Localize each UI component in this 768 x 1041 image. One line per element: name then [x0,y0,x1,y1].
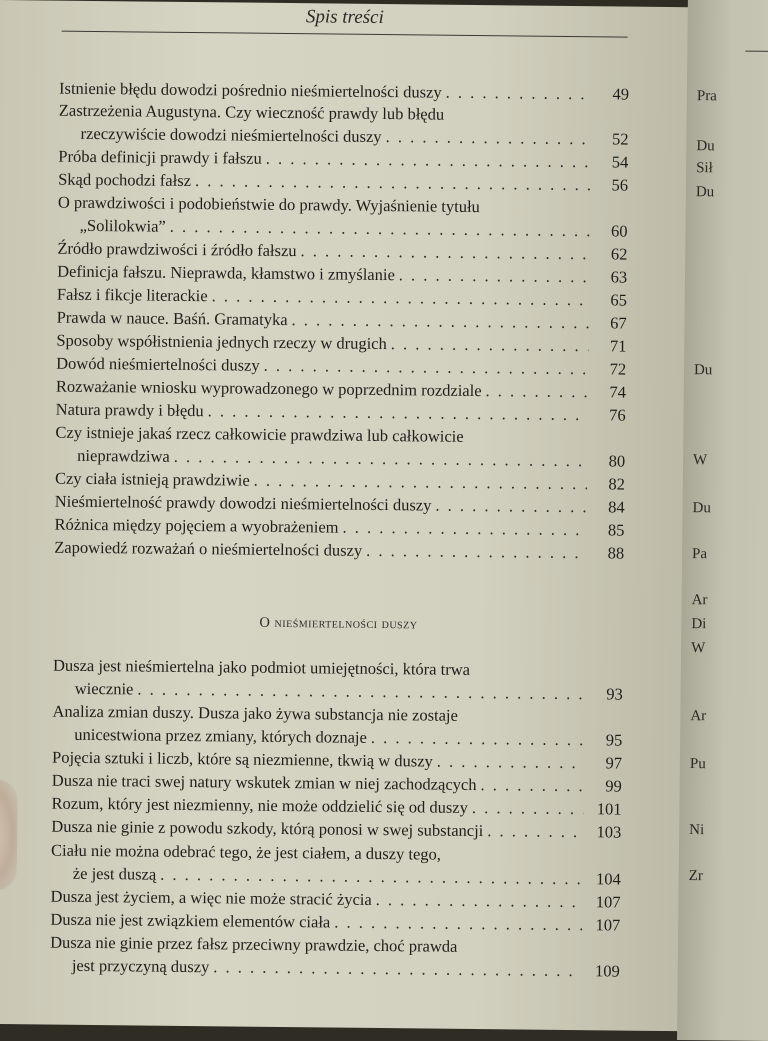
toc-page-number: 54 [611,152,629,172]
dot-leader [376,888,583,913]
right-page-fragment: Du [693,362,713,379]
right-page-fragment: Pa [692,546,708,563]
dot-leader [472,796,584,820]
toc-page-number: 107 [595,915,621,935]
right-page-fragment: Ar [690,708,707,725]
toc-page-number: 109 [595,961,620,981]
toc-page-number: 76 [609,405,626,425]
right-header-rule [745,51,768,53]
toc-entry-title: Prawda w nauce. Baśń. Gramatyka [56,307,288,330]
toc-entry [52,700,622,752]
toc-entry [54,536,624,565]
section-heading: O nieśmiertelności duszy [259,614,418,633]
toc-page-number: 103 [596,822,622,842]
toc-page-number: 71 [609,336,627,356]
dot-leader [446,81,592,106]
toc-entry-title: Dusza jest życiem, a więc nie może stracić życia [50,886,372,909]
right-page-fragment: Ni [689,822,705,839]
toc-page-number: 56 [611,175,629,195]
toc-entry-title: Definicja fałszu. Nieprawda, kłamstwo i zmyślanie [57,261,395,285]
toc-entry-title: „Solilokwia” [79,215,166,236]
dot-leader [391,332,589,357]
right-page-fragment: W [692,452,708,469]
right-page-fragment: Pra [696,88,717,105]
toc-entry [53,654,623,706]
dot-leader [342,516,586,542]
toc-page-number: 93 [606,684,623,704]
toc-entry-title: Czy ciała istnieją prawdziwie [54,468,250,490]
toc-page-number: 52 [611,129,629,149]
dot-leader [435,494,587,519]
toc-entry-title: Dusza nie jest związkiem elementów ciała [50,909,331,932]
toc-page-number: 49 [612,84,630,104]
right-page-fragment: Du [696,138,715,155]
toc-entry-title: nieprawdziwa [77,445,170,466]
toc-entry-title: Dusza nie ginie przez fałsz przeciwny prawdzie, choć prawda [50,932,458,956]
toc-page-number: 84 [608,497,625,517]
right-page-fragment: Du [692,500,712,517]
dot-leader [386,125,591,150]
dot-leader [437,750,584,775]
toc-entry-title: Skąd pochodzi fałsz [58,169,192,191]
toc-entry-title: Sposoby współistnienia jednych rzeczy w drugich [56,330,387,354]
toc-entry-title: rzeczywiście dowodzi nieśmiertelności duszy [80,123,382,147]
thumb-shadow [0,780,18,890]
toc-entry-title: Istnienie błędu dowodzi pośrednio nieśmiertelności duszy [58,78,442,102]
toc-entry-title: Analiza zmian duszy. Dusza jako żywa substancja nie zostaje [52,701,458,725]
toc-page-number: 88 [607,543,625,563]
toc-entry-title: Dusza nie ginie z powodu szkody, którą ponosi w swej substancji [51,816,484,841]
toc-entry [50,931,620,983]
toc-page-number: 60 [611,221,628,241]
toc-entry-title: Źródło prawdziwości i źródło fałszu [57,238,297,261]
dot-leader [264,354,589,380]
toc-entry-title: Zastrzeżenia Augustyna. Czy wieczność prawdy lub błędu [58,100,445,124]
toc-page-number: 65 [610,290,627,310]
toc-entry-title: unicestwiona przez zmiany, których doznaje [74,724,368,747]
toc-page-number: 99 [605,776,622,796]
toc-page-number: 80 [608,451,626,471]
toc-entry-title: Nieśmiertelność prawdy dowodzi nieśmiertelności duszy [54,491,432,515]
dot-leader [291,308,588,334]
dot-leader [371,726,585,751]
toc-entry-title: jest przyczyną duszy [71,955,210,977]
dot-leader [487,819,583,843]
dot-leader [254,469,588,495]
toc-entry-title: Ciału nie można odebrać tego, że jest ciałem, a duszy tego, [51,840,442,864]
right-page-fragment: Du [695,184,715,201]
dot-leader [334,911,582,937]
toc-entry-title: Próba definicji prawdy i fałszu [58,146,262,168]
dot-leader [366,539,586,564]
right-page-fragment: Di [691,616,707,633]
toc-entry-title: Czy istnieje jakaś rzecz całkowicie prawdziwa lub całkowicie [55,422,464,446]
right-page-fragment: Sił [696,160,713,177]
toc-entry-title: Dusza nie traci swej natury wskutek zmian w niej zachodzących [51,770,477,795]
right-page-fragment: Ar [691,592,708,609]
dot-leader [485,379,588,403]
dot-leader [399,263,590,288]
toc-page-number: 63 [610,267,628,287]
toc-entry-title: Rozum, który jest niezmienny, nie może oddzielić się od duszy [51,793,469,817]
toc-entry-title: Rozważanie wniosku wyprowadzonego w poprzednim rozdziale [55,376,482,401]
toc-entry-title: Zapowiedź rozważań o nieśmiertelności duszy [54,537,363,560]
right-page-fragment: W [691,640,706,657]
running-header: Spis treści [305,6,384,29]
toc-entry-title: O prawdziwości i podobieństwie do prawdy. Wyjaśnienie tytułu [57,192,480,217]
toc-page-number: 82 [608,474,626,494]
dot-leader [300,239,589,265]
toc-entry [58,191,628,243]
toc-page-number: 85 [607,520,625,540]
toc-entry-title: Fałsz i fikcje literackie [56,284,208,306]
toc-entry-title: Dusza jest nieśmiertelna jako podmiot umiejętności, która trwa [52,655,471,679]
toc-entry-title: Różnica między pojęciem a wyobrażeniem [54,514,339,537]
right-page-fragment: Pu [689,756,706,773]
toc-page-number: 72 [609,359,627,379]
toc-entry [51,839,621,891]
right-page [677,0,768,1041]
toc-entry-title: że jest duszą [72,863,157,884]
toc-page-number: 62 [610,244,628,264]
right-page-fragment: Zr [688,868,703,885]
dot-leader [266,147,591,173]
toc-page-number: 67 [610,313,627,333]
toc-entry-title: wiecznie [74,678,134,699]
toc-page-number: 74 [609,382,627,402]
toc-page-number: 101 [596,799,622,819]
toc-entry-title: Dowód nieśmiertelności duszy [56,353,260,375]
toc-page-number: 107 [595,892,621,912]
toc-page-number: 95 [605,730,623,750]
dot-leader [213,955,582,982]
toc-entry [55,421,625,473]
toc-entry-title: Pojęcia sztuki i liczb, które są niezmienne, tkwią w duszy [51,747,433,771]
toc-page-number: 104 [595,869,621,889]
dot-leader [480,773,584,797]
toc-page-number: 97 [605,753,623,773]
toc-entry [58,99,628,151]
header-rule [62,31,628,38]
toc-entry-title: Natura prawdy i błędu [55,399,204,421]
